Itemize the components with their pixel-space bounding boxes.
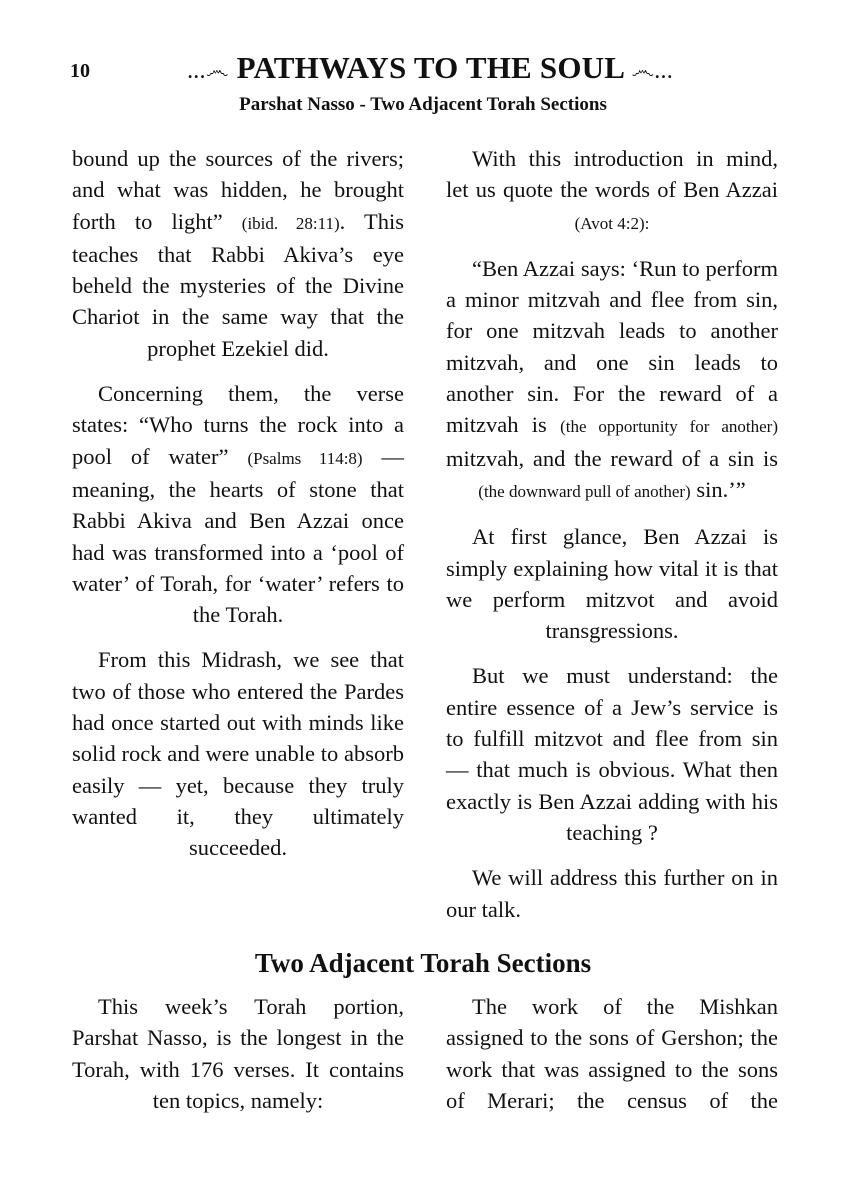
paragraph: This week’s Torah portion, Parshat Nasso, is the longest in the Torah, with 176 verses. It contains ten topics, namely:: [72, 994, 404, 1113]
right-column: [446, 143, 778, 939]
paragraph: At first glance, Ben Azzai is simply explaining how vital it is that we perform mitzvot and avoid transgressions.: [446, 524, 778, 644]
paragraph: With this introduction in mind, let us quote the words of Ben Azzai (Avot 4:2):: [446, 146, 778, 233]
paragraph: From this Midrash, we see that two of those who entered the Pardes had once started out with minds like solid rock and were unable to absorb easily — yet, because they truly wanted it, they ultimately succeeded.: [72, 647, 404, 861]
paragraph: But we must understand: the entire essence of a Jew’s service is to fulfill mitzvot and flee from sin — that much is obvious. What then exactly is Ben Azzai adding with his teaching ?: [446, 663, 778, 845]
paragraph: We will address this further on in our talk.: [446, 865, 778, 922]
bottom-left-column: [72, 991, 404, 1130]
quote-paragraph: “Ben Azzai says: ‘Run to perform a minor mitzvah and flee from sin, for one mitzvah leads to another mitzvah, and one sin leads to another sin. For the reward of a mitzvah is (the opportunity for another) mitzvah, and the reward of a sin is (the downward pull of another) sin.’”: [446, 255, 779, 502]
ornament-right-icon: ෴...: [631, 58, 673, 84]
left-column: [72, 143, 404, 878]
page-number: 10: [70, 60, 90, 82]
book-title: PATHWAYS TO THE SOUL: [236, 50, 624, 85]
paragraph: The work of the Mishkan assigned to the sons of Gershon; the work that was assigned to the sons of Merari; the census of the: [446, 994, 778, 1113]
paragraph: Concerning them, the verse states: “Who turns the rock into a pool of water” (Psalms 114:8) — meaning, the hearts of stone that Rabbi Akiva and Ben Azzai once had was transformed into a ‘pool of water’ of Torah, for ‘water’ refers to the Torah.: [72, 381, 405, 628]
ornament-left-icon: ...෴: [187, 58, 229, 84]
section-heading: Two Adjacent Torah Sections: [254, 948, 592, 978]
bottom-right-column: [446, 991, 778, 1130]
chapter-subtitle: Parshat Nasso - Two Adjacent Torah Sections: [239, 94, 607, 115]
running-header: [130, 50, 730, 86]
paragraph: bound up the sources of the rivers; and what was hidden, he brought forth to light” (ibid. 28:11). This teaches that Rabbi Akiva’s eye beheld the mysteries of the Divine Chariot in the same way that the prophet Ezekiel did.: [72, 146, 404, 361]
